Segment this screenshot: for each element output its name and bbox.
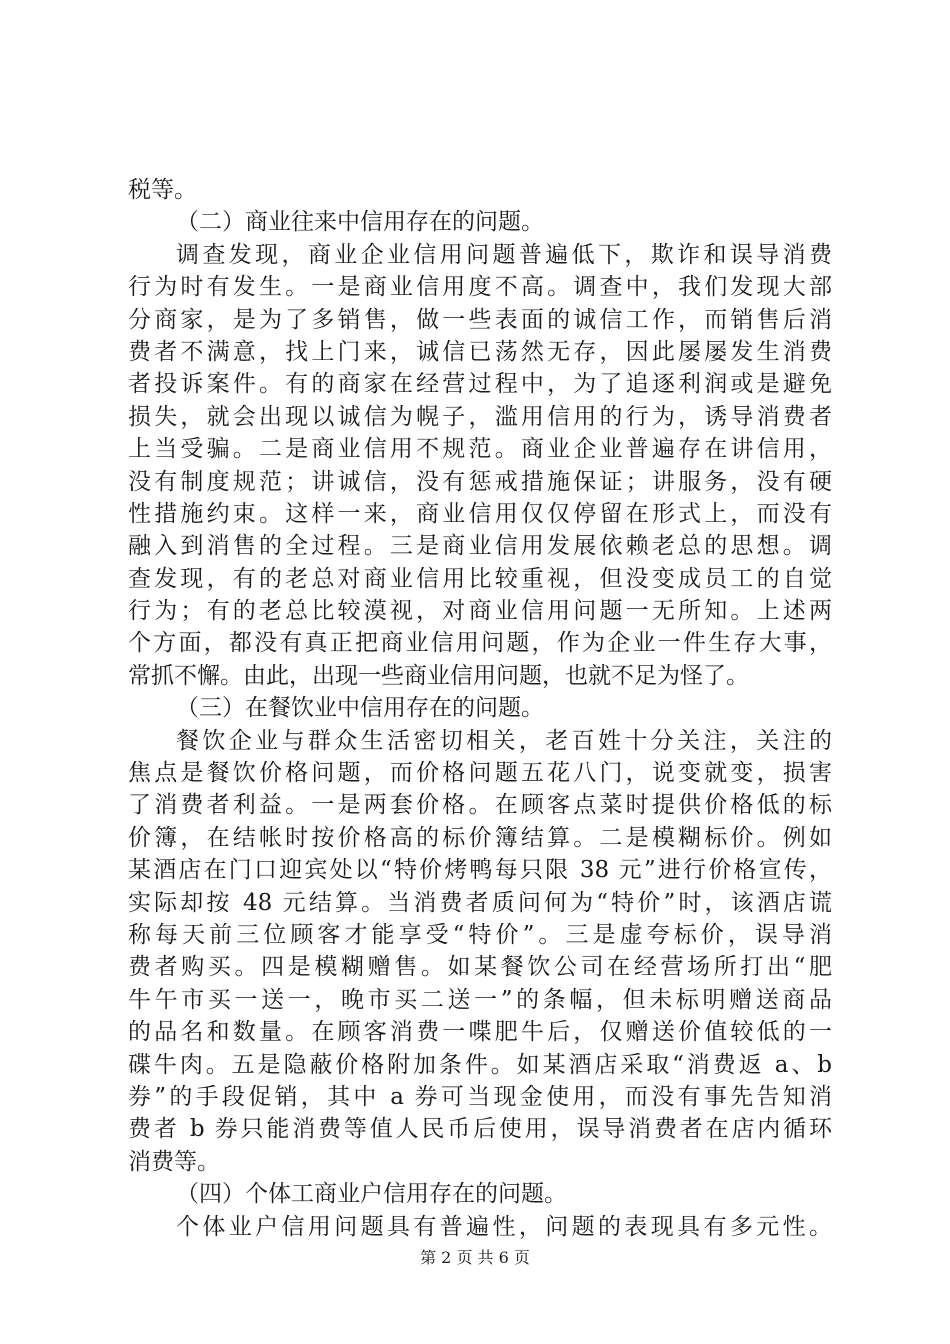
- text-line: 个方面，都没有真正把商业信用问题，作为企业一件生存大事，: [128, 630, 832, 657]
- text-line: 某酒店在门口迎宾处以“特价烤鸭每只限 38 元”进行价格宣传，: [128, 857, 832, 884]
- text-line: 的品名和数量。在顾客消费一喋肥牛后，仅赠送价值较低的一: [128, 1019, 832, 1046]
- text-line: 融入到消售的全过程。三是商业信用发展依赖老总的思想。调: [128, 533, 832, 560]
- text-line: 损失，就会出现以诚信为幌子，滥用信用的行为，诱导消费者: [128, 403, 832, 430]
- text-line: 碟牛肉。五是隐蔽价格附加条件。如某酒店采取“消费返 a、b: [128, 1051, 832, 1078]
- text-line: 行为；有的老总比较漠视，对商业信用问题一无所知。上述两: [128, 598, 832, 625]
- text-line: 券”的手段促销，其中 a 券可当现金使用，而没有事先告知消: [128, 1083, 832, 1110]
- text-line: 调查发现，商业企业信用问题普遍低下，欺诈和误导消费: [176, 241, 832, 268]
- text-line: 查发现，有的老总对商业信用比较重视，但没变成员工的自觉: [128, 565, 832, 592]
- text-line: 费者 b 券只能消费等值人民币后使用，误导消费者在店内循环: [128, 1116, 832, 1143]
- section-heading: （二）商业往来中信用存在的问题。: [176, 209, 544, 236]
- text-line: 者投诉案件。有的商家在经营过程中，为了追逐利润或是避免: [128, 371, 832, 398]
- text-line: 税等。: [128, 177, 197, 203]
- text-line: 常抓不懈。由此，出现一些商业信用问题，也就不足为怪了。: [128, 662, 749, 689]
- text-line: 餐饮企业与群众生活密切相关，老百姓十分关注，关注的: [176, 727, 832, 754]
- text-line: 上当受骗。二是商业信用不规范。商业企业普遍存在讲信用，: [128, 436, 832, 463]
- page-footer: 第 2 页 共 6 页: [420, 1248, 530, 1267]
- text-line: 费者不满意，找上门来，诚信已荡然无存，因此屡屡发生消费: [128, 338, 832, 365]
- text-line: 个体业户信用问题具有普遍性，问题的表现具有多元性。: [176, 1213, 832, 1240]
- text-line: 价簿，在结帐时按价格高的标价簿结算。二是模糊标价。例如: [128, 824, 832, 851]
- text-line: 性措施约束。这样一来，商业信用仅仅停留在形式上，而没有: [128, 500, 832, 527]
- document-body: [128, 174, 832, 1243]
- text-line: 行为时有发生。一是商业信用度不高。调查中，我们发现大部: [128, 274, 832, 301]
- text-line: 没有制度规范；讲诚信，没有惩戒措施保证；讲服务，没有硬: [128, 468, 832, 495]
- section-heading: （三）在餐饮业中信用存在的问题。: [176, 695, 544, 722]
- text-line: 称每天前三位顾客才能享受“特价”。三是虚夸标价，误导消: [128, 921, 832, 948]
- text-line: 了消费者利益。一是两套价格。在顾客点菜时提供价格低的标: [128, 792, 832, 819]
- text-line: 分商家，是为了多销售，做一些表面的诚信工作，而销售后消: [128, 306, 832, 333]
- text-line: 实际却按 48 元结算。当消费者质问何为“特价”时，该酒店谎: [128, 889, 832, 916]
- text-line: 焦点是餐饮价格问题，而价格问题五花八门，说变就变，损害: [128, 760, 832, 787]
- section-heading: （四）个体工商业户信用存在的问题。: [176, 1181, 567, 1208]
- text-line: 消费等。: [128, 1148, 220, 1175]
- text-line: 牛午市买一送一，晚市买二送一”的条幅，但未标明赠送商品: [128, 986, 832, 1013]
- text-line: 费者购买。四是模糊赠售。如某餐饮公司在经营场所打出“肥: [128, 954, 832, 981]
